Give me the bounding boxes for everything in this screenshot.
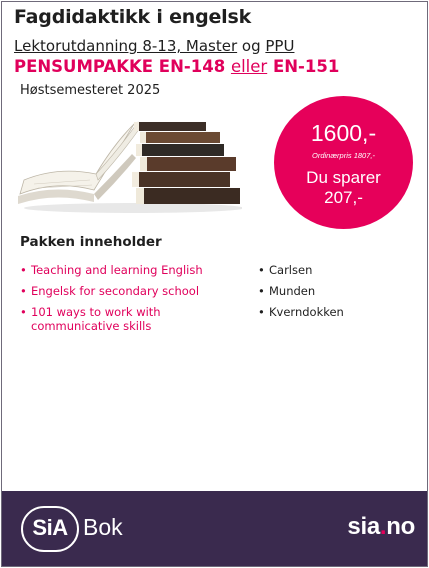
semester-label: Høstsemesteret 2025 [20,83,161,98]
price-badge [274,96,413,229]
programme-link-ppu[interactable]: PPU [265,37,295,55]
list-item-author: • Munden [258,284,408,298]
package-or-link[interactable]: eller [230,57,268,76]
savings-label: Du sparer [306,168,381,187]
book-title-list [20,263,235,340]
package-code-primary: PENSUMPAKKE EN-148 [14,57,226,76]
package-code-line [14,57,339,76]
sia-bok-logo[interactable] [21,506,151,552]
list-item-title: • 101 ways to work with communicative skills [20,305,235,333]
sia-logo-badge: SiA [21,506,79,552]
list-item-title: • Teaching and learning English [20,263,235,277]
site-dot: . [379,513,387,540]
list-item-author: • Carlsen [258,263,408,277]
site-name: sia [347,513,380,540]
book-stack-image [14,114,242,214]
page-title: Fagdidaktikk i engelsk [14,6,252,28]
package-code-alt: EN-151 [272,57,340,76]
savings-amount: 207,- [324,188,363,207]
programme-separator: og [241,37,261,55]
package-card [1,1,428,567]
programme-line [14,37,294,55]
programme-link-lektor[interactable]: Lektorutdanning 8-13, Master [14,37,238,55]
package-price: 1600,- [310,120,377,146]
site-link[interactable] [347,513,415,541]
footer-bar [2,491,428,567]
bok-logo-word: Bok [83,514,123,540]
list-item-author: • Kverndokken [258,305,408,319]
ordinary-price: Ordinærpris 1807,- [312,151,375,160]
site-tld: no [386,513,415,540]
author-list [258,263,408,326]
contents-heading: Pakken inneholder [20,234,162,250]
list-item-title: • Engelsk for secondary school [20,284,235,298]
